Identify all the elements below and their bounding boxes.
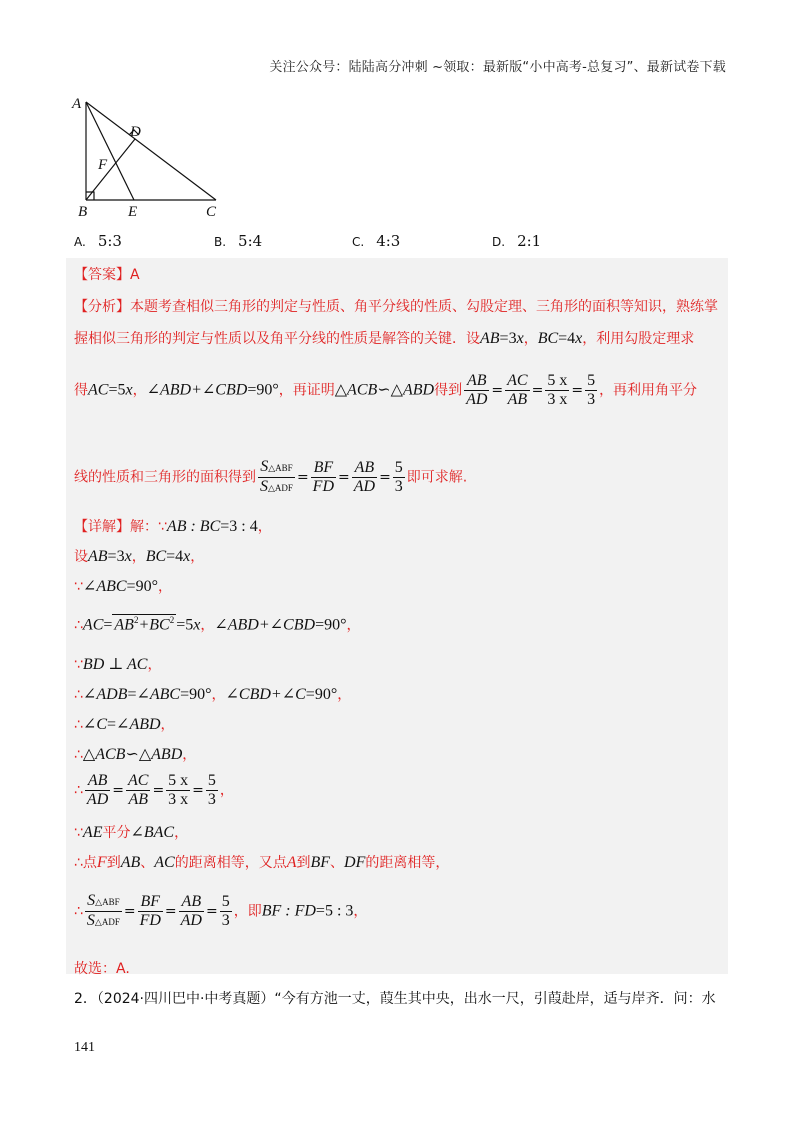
detail-line-2: 设AB=3x，BC=4x， [74,548,205,565]
detail-line-8: ∴△ACB∽△ABD， [74,746,197,763]
detail-line-1: 【详解】解：∵AB : BC=3 : 4， [74,518,272,535]
segment-ac [86,102,216,200]
analysis-line-3: 得AC=5x，∠ABD+∠CBD=90°，再证明△ACB∽△ABD得到 $\frac{AB}{AD}$ = $\frac{AC}{AB}$ = $\frac{5 x}{3 x}$ = $\frac{5}{3}$ ，再利用角平分 [74,372,698,408]
label-e: E [128,204,138,220]
analysis-line-4: 线的性质和三角形的面积得到 $\frac{\text{S△ABF}}{\text{S△ADF}}$ = $\frac{BF}{FD}$ = $\frac{AB}{AD}$ = $\frac{5}{3}$ 即可求解. [74,458,468,495]
fraction-ab-ad: $\frac{AB}{AD}$ [466,372,488,408]
answer-options [74,232,734,252]
detail-line-4: ∴AC= $AB^2+BC^2 =5x$，∠ABD+∠CBD=90°， [74,615,361,634]
option-a: A. 5:3 [74,232,122,250]
detail-line-11: ∴点F到AB、AC的距离相等，又点A到BF、DF的距离相等， [74,854,450,871]
detail-line-7: ∴∠C=∠ABD， [74,716,175,733]
analysis-line-2: 握相似三角形的判定与性质以及角平分线的性质是解答的关键．设AB=3x，BC=4x，利用勾股定理求 [74,330,695,347]
fraction-area-ratio: $\frac{\text{S△ABF}}{\text{S△ADF}}$ [260,458,293,495]
detail-line-12: ∴ $\frac{\text{S△ABF}}{\text{S△ADF}}$ = $\frac{BF}{FD}$ = $\frac{AB}{AD}$ = $\frac{5}{3}$ ，即BF : FD=5 : 3， [74,892,368,929]
segment-bd [86,139,135,200]
analysis-line-1: 【分析】本题考查相似三角形的判定与性质、角平分线的性质、勾股定理、三角形的面积等知识，熟练掌 [74,299,718,315]
label-a: A [72,96,82,112]
triangle-figure [66,92,236,222]
question-2: 2．（2024·四川巴中·中考真题）“今有方池一丈，葭生其中央，出水一尺，引葭赴岸，适与岸齐．问：水 [74,991,716,1007]
detail-line-6: ∴∠ADB=∠ABC=90°，∠CBD+∠C=90°， [74,686,352,703]
detail-line-9: ∴ $\frac{AB}{AD}$ = $\frac{AC}{AB}$ = $\frac{5 x}{3 x}$ = $\frac{5}{3}$ ， [74,772,234,808]
page-header: 关注公众号：陆陆高分冲刺 ~领取：最新版“小中高考-总复习”、最新试卷下载 [269,60,726,75]
option-b: B. 5:4 [214,232,263,250]
label-f: F [98,157,108,173]
label-b: B [78,204,88,220]
detail-line-3: ∵∠ABC=90°， [74,578,172,595]
sqrt-expression: $AB^2+BC^2$ [114,615,175,634]
option-d: D. 2:1 [492,232,542,250]
detail-line-10: ∵AE平分∠BAC， [74,824,189,841]
answer-line: 【答案】A [74,267,140,283]
detail-line-5: ∵BD ⊥ AC， [74,656,162,673]
conclusion-line: 故选：A. [74,961,130,977]
page-number: 141 [74,1040,95,1055]
label-d: D [130,124,141,140]
option-c: C. 4:3 [352,232,401,250]
label-c: C [206,204,217,220]
segment-ae [86,102,134,200]
